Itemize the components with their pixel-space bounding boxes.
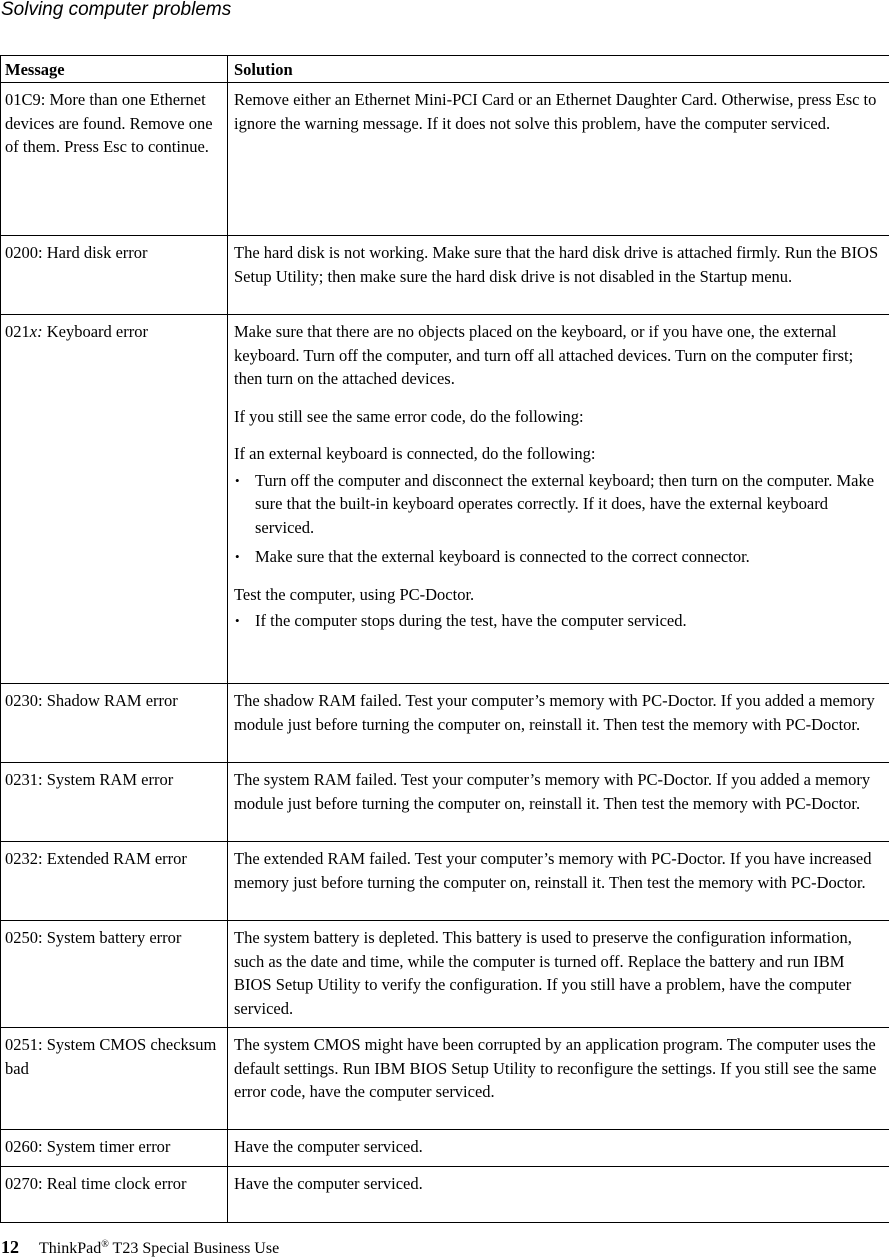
table-row: [1, 1166, 889, 1222]
message-cell: 0250: System battery error: [1, 921, 228, 1028]
solution-cell: Make sure that there are no objects placed on the keyboard, or if you have one, the external keyboard. Turn off the computer, and turn off all attached devices. Turn on the computer first; then turn on the attached devices. If you still see the same error code, do the following: If an external keyboard is connected, do the following: • Turn off the computer and disconnect the external keyboard; then turn on the computer. Make sure that the built-in keyboard operates correctly. If it does, have the external keyboard serviced. • Make sure that the external keyboard is connected to the correct connector. Test the computer, using PC-Doctor. • If the computer stops during the test, have the computer serviced.: [228, 315, 889, 684]
page-number: 12: [1, 1237, 19, 1257]
message-cell: 0270: Real time clock error: [1, 1166, 228, 1222]
solution-cell: The system RAM failed. Test your computer’s memory with PC-Doctor. If you added a memory module just before turning the computer on, reinstall it. Then test the memory with PC-Doctor.: [228, 763, 889, 842]
message-cell: 0260: System timer error: [1, 1130, 228, 1167]
solution-cell: The hard disk is not working. Make sure that the hard disk drive is attached firmly. Run the BIOS Setup Utility; then make sure the hard disk drive is not disabled in the Startup menu.: [228, 236, 889, 315]
table-row: [1, 1028, 889, 1130]
error-message-table: [0, 55, 889, 1223]
table-row: [1, 921, 889, 1028]
table-header-row: [1, 56, 889, 83]
bullet-list: [234, 469, 883, 569]
footer-book-suffix: T23 Special Business Use: [109, 1240, 279, 1257]
page-footer: [1, 1234, 279, 1260]
message-cell: 01C9: More than one Ethernet devices are found. Remove one of them. Press Esc to continue.: [1, 83, 228, 236]
solution-cell: The system CMOS might have been corrupted by an application program. The computer uses the default settings. Run IBM BIOS Setup Utility to reconfigure the settings. If you still see the same error code, have the computer serviced.: [228, 1028, 889, 1130]
solution-cell: The shadow RAM failed. Test your computer’s memory with PC-Doctor. If you added a memory module just before turning the computer on, reinstall it. Then test the memory with PC-Doctor.: [228, 684, 889, 763]
footer-book-title: ThinkPad: [39, 1240, 101, 1257]
column-header-message: Message: [1, 56, 228, 83]
solution-cell: Have the computer serviced.: [228, 1130, 889, 1167]
table-row: [1, 684, 889, 763]
bullet-list: [234, 609, 883, 633]
list-item: • Turn off the computer and disconnect the external keyboard; then turn on the computer. Make sure that the built-in keyboard operates correctly. If it does, have the external keyboard serviced.: [234, 469, 883, 540]
registered-trademark: ®: [101, 1239, 109, 1250]
message-cell: 0230: Shadow RAM error: [1, 684, 228, 763]
table-row: [1, 1130, 889, 1167]
table-row: [1, 236, 889, 315]
message-cell: 0200: Hard disk error: [1, 236, 228, 315]
solution-cell: Have the computer serviced.: [228, 1166, 889, 1222]
table-row: [1, 83, 889, 236]
solution-cell: Remove either an Ethernet Mini-PCI Card or an Ethernet Daughter Card. Otherwise, press Esc to ignore the warning message. If it does not solve this problem, have the computer serviced.: [228, 83, 889, 236]
message-cell: 021x: Keyboard error: [1, 315, 228, 684]
solution-cell: The extended RAM failed. Test your computer’s memory with PC-Doctor. If you have increased memory just before turning the computer on, reinstall it. Then test the memory with PC-Doctor.: [228, 842, 889, 921]
column-header-solution: Solution: [228, 56, 889, 83]
table-row: [1, 842, 889, 921]
list-item: • If the computer stops during the test, have the computer serviced.: [234, 609, 883, 633]
page-section-title: Solving computer problems: [1, 0, 231, 22]
message-cell: 0232: Extended RAM error: [1, 842, 228, 921]
message-cell: 0251: System CMOS checksum bad: [1, 1028, 228, 1130]
list-item: • Make sure that the external keyboard is connected to the correct connector.: [234, 545, 883, 569]
table-row: [1, 315, 889, 684]
table-row: [1, 763, 889, 842]
message-cell: 0231: System RAM error: [1, 763, 228, 842]
solution-cell: The system battery is depleted. This battery is used to preserve the configuration information, such as the date and time, while the computer is turned off. Replace the battery and run IBM BIOS Setup Utility to verify the configuration. If you still have a problem, have the computer serviced.: [228, 921, 889, 1028]
